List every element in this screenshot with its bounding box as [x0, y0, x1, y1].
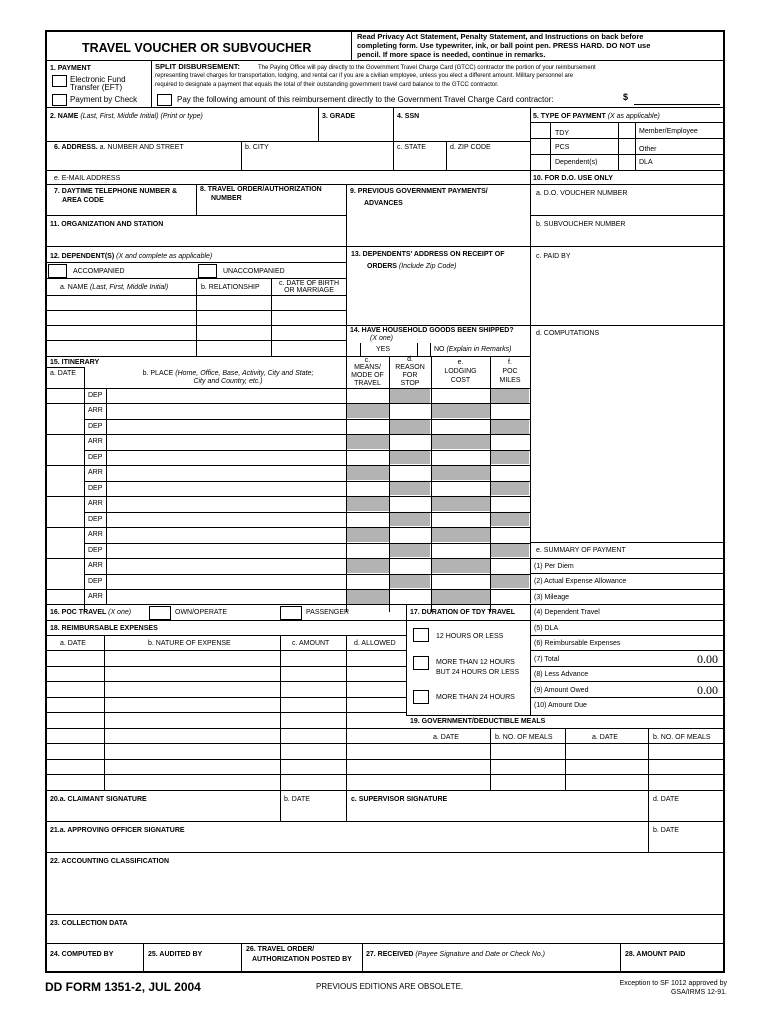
itinerary-shade: [432, 435, 490, 449]
dep-name-label: a. NAME (Last, First, Middle Initial): [60, 284, 169, 291]
address-label: 6. ADDRESS. a. NUMBER AND STREET: [54, 144, 184, 151]
itinerary-row-3: ARR: [88, 438, 103, 445]
duration-24-label-2: BUT 24 HOURS OR LESS: [436, 669, 520, 676]
do-voucher-label: a. D.O. VOUCHER NUMBER: [536, 190, 628, 197]
received-label: 27. RECEIVED (Payee Signature and Date or Check No.): [366, 951, 545, 958]
prev-label-2: ADVANCES: [364, 200, 403, 207]
itinerary-label: 15. ITINERARY: [50, 359, 100, 366]
summary-item-2: (2) Actual Expense Allowance: [534, 578, 627, 585]
duration-more-checkbox[interactable]: [413, 690, 429, 704]
eft-label-2: Transfer (EFT): [70, 83, 123, 92]
itinerary-shade: [347, 435, 389, 449]
member-label: Member/Employee: [639, 128, 698, 135]
meals-num-label-1: b. NO. OF MEALS: [495, 734, 553, 741]
obsolete-note: PREVIOUS EDITIONS ARE OBSOLETE.: [316, 982, 464, 991]
dob-label-2: OR MARRIAGE: [284, 287, 334, 294]
dla-type-label: DLA: [639, 159, 653, 166]
itinerary-shade: [390, 450, 430, 464]
org-label: 11. ORGANIZATION AND STATION: [50, 221, 164, 228]
passenger-checkbox[interactable]: [280, 606, 302, 620]
reimb-label: 18. REIMBURSABLE EXPENSES: [50, 625, 158, 632]
duration-24-checkbox[interactable]: [413, 656, 429, 670]
itinerary-shade: [347, 528, 389, 542]
means-label-1: c.: [364, 357, 371, 364]
own-operate-label: OWN/OPERATE: [175, 609, 227, 616]
pay-line: Pay the following amount of this reimbursement directly to the Government Travel Charge Card contractor:: [177, 95, 554, 104]
split-text-1: The Paying Office will pay directly to the Government Travel Charge Card (GTCC) contractor the portion of your reimbursement: [258, 65, 596, 71]
reason-label-3: FOR: [402, 372, 418, 379]
itinerary-shade: [432, 528, 490, 542]
itinerary-row-6: DEP: [88, 485, 103, 492]
claimant-sig-label: 20.a. CLAIMANT SIGNATURE: [50, 796, 147, 803]
itinerary-row-7: ARR: [88, 500, 103, 507]
itinerary-row-0: DEP: [88, 392, 103, 399]
split-text-2: representing travel charges for transportation, lodging, and rental car if you are a civilian employee, unless you elect a different amount. Military personnel are: [155, 73, 574, 79]
approving-date-label: b. DATE: [653, 827, 679, 834]
other-label: Other: [639, 146, 657, 153]
paid-by-label: c. PAID BY: [536, 253, 571, 260]
summary-item-3: (3) Mileage: [534, 594, 570, 601]
duration-24-label-1: MORE THAN 12 HOURS: [436, 659, 515, 666]
summary-total-value[interactable]: 0.00: [697, 652, 718, 666]
itinerary-shade: [432, 404, 490, 418]
claimant-date-label: b. DATE: [284, 796, 310, 803]
duration-more-label: MORE THAN 24 HOURS: [436, 694, 515, 701]
accompanied-checkbox[interactable]: [48, 264, 67, 278]
form-number: DD FORM 1351-2, JUL 2004: [45, 980, 201, 994]
reimb-allowed-label: d. ALLOWED: [354, 640, 396, 647]
itinerary-row-13: ARR: [88, 593, 103, 600]
reason-label-1: d.: [407, 356, 413, 363]
poc-miles-label-3: MILES: [499, 377, 521, 384]
reason-label-4: STOP: [400, 380, 420, 387]
itinerary-shade: [390, 543, 430, 557]
own-operate-checkbox[interactable]: [149, 606, 171, 620]
passenger-label: PASSENGER: [306, 609, 350, 616]
name-label: 2. NAME (Last, First, Middle Initial) (Print or type): [50, 113, 203, 120]
collection-label: 23. COLLECTION DATA: [50, 920, 128, 927]
itinerary-shade: [390, 574, 430, 588]
split-checkbox[interactable]: [157, 94, 172, 106]
check-label: Payment by Check: [70, 95, 138, 104]
accompanied-label: ACCOMPANIED: [73, 268, 125, 275]
supervisor-sig-label: c. SUPERVISOR SIGNATURE: [351, 796, 448, 803]
split-text-3: required to designate a payment that equals the total of their outstanding government travel card balance to the GTCC contractor.: [155, 82, 499, 88]
itinerary-shade: [432, 559, 490, 573]
itinerary-shade: [432, 590, 490, 604]
itinerary-shade: [390, 512, 430, 526]
hhg-no-label: NO (Explain in Remarks): [434, 346, 512, 353]
lodging-label-1: e.: [457, 359, 464, 366]
summary-item-8: (8) Less Advance: [534, 671, 589, 678]
eft-checkbox[interactable]: [52, 75, 67, 87]
itinerary-row-4: DEP: [88, 454, 103, 461]
itinerary-row-1: ARR: [88, 407, 103, 414]
itinerary-shade: [347, 466, 389, 480]
itinerary-shade: [432, 466, 490, 480]
duration-label: 17. DURATION OF TDY TRAVEL: [410, 609, 516, 616]
dep-addr-label-1: 13. DEPENDENTS' ADDRESS ON RECEIPT OF: [351, 251, 505, 258]
phone-label-1: 7. DAYTIME TELEPHONE NUMBER &: [54, 188, 178, 195]
summary-owed-value[interactable]: 0.00: [697, 683, 718, 697]
unaccompanied-checkbox[interactable]: [198, 264, 217, 278]
accounting-label: 22. ACCOUNTING CLASSIFICATION: [50, 858, 170, 865]
summary-item-10: (10) Amount Due: [534, 702, 587, 709]
computed-by-label: 24. COMPUTED BY: [50, 951, 114, 958]
meals-date-label-2: a. DATE: [592, 734, 618, 741]
phone-label-2: AREA CODE: [62, 197, 104, 204]
dep-addr-label-2: ORDERS (Include Zip Code): [367, 263, 457, 270]
instructions-line-2: completing form. Use typewriter, ink, or ball point pen. PRESS HARD. DO NOT use: [357, 41, 651, 50]
itinerary-row-12: DEP: [88, 578, 103, 585]
gtcc-amount-field[interactable]: [634, 104, 720, 105]
reimb-nature-label: b. NATURE OF EXPENSE: [148, 640, 231, 647]
poc-miles-label-1: f.: [508, 359, 512, 366]
itinerary-row-10: DEP: [88, 547, 103, 554]
split-label: SPLIT DISBURSEMENT:: [155, 62, 241, 71]
itinerary-row-9: ARR: [88, 531, 103, 538]
itinerary-shade: [491, 420, 529, 434]
type-payment-label: 5. TYPE OF PAYMENT (X as applicable): [533, 113, 660, 120]
eft-label-1: Electronic Fund: [70, 75, 126, 84]
itinerary-date-label: a. DATE: [50, 370, 76, 377]
dob-label-1: c. DATE OF BIRTH: [278, 280, 340, 287]
pcs-label: PCS: [555, 144, 570, 151]
duration-12-checkbox[interactable]: [413, 628, 429, 642]
means-label-2: MEANS/: [354, 364, 381, 371]
lodging-label-2: LODGING: [444, 368, 477, 375]
payment-label: 1. PAYMENT: [50, 65, 91, 72]
prev-label-1: 9. PREVIOUS GOVERNMENT PAYMENTS/: [350, 188, 488, 195]
posted-by-label-2: AUTHORIZATION POSTED BY: [252, 956, 352, 963]
do-use-label: 10. FOR D.O. USE ONLY: [533, 175, 613, 182]
instructions-line-3: pencil. If more space is needed, continue in remarks.: [357, 50, 546, 59]
means-label-4: TRAVEL: [354, 380, 381, 387]
itinerary-shade: [491, 512, 529, 526]
itinerary-shade: [347, 590, 389, 604]
instructions-line-1: Read Privacy Act Statement, Penalty Statement, and Instructions on back before: [357, 32, 644, 41]
duration-12-label: 12 HOURS OR LESS: [436, 633, 504, 640]
computations-label: d. COMPUTATIONS: [536, 330, 600, 337]
summary-item-5: (5) DLA: [534, 625, 559, 632]
itinerary-place-hint: City and Country, etc.): [193, 378, 263, 385]
itinerary-shade: [347, 497, 389, 511]
order-label-2: NUMBER: [211, 195, 242, 202]
hhg-x-one: (X one): [370, 335, 393, 342]
meals-num-label-2: b. NO. OF MEALS: [653, 734, 711, 741]
check-checkbox[interactable]: [52, 94, 67, 106]
posted-by-label-1: 26. TRAVEL ORDER/: [246, 946, 315, 953]
summary-item-4: (4) Dependent Travel: [534, 609, 600, 616]
dependents12-label: 12. DEPENDENT(S) (X and complete as applicable): [50, 253, 213, 260]
hhg-yes-label: YES: [376, 346, 391, 353]
reimb-date-label: a. DATE: [60, 640, 86, 647]
meals-label: 19. GOVERNMENT/DEDUCTIBLE MEALS: [410, 718, 546, 725]
ssn-label: 4. SSN: [397, 113, 420, 120]
meals-date-label-1: a. DATE: [433, 734, 459, 741]
supervisor-date-label: d. DATE: [653, 796, 679, 803]
summary-item-7: (7) Total: [534, 656, 560, 663]
itinerary-row-8: DEP: [88, 516, 103, 523]
itinerary-row-11: ARR: [88, 562, 103, 569]
form-title: TRAVEL VOUCHER OR SUBVOUCHER: [82, 41, 312, 55]
itinerary-shade: [432, 497, 490, 511]
itinerary-shade: [347, 559, 389, 573]
itinerary-shade: [491, 543, 529, 557]
order-label-1: 8. TRAVEL ORDER/AUTHORIZATION: [200, 186, 322, 193]
audited-by-label: 25. AUDITED BY: [148, 951, 203, 958]
grade-label: 3. GRADE: [322, 113, 356, 120]
means-label-3: MODE OF: [351, 372, 384, 379]
reimb-amount-label: c. AMOUNT: [292, 640, 330, 647]
zip-label: d. ZIP CODE: [450, 144, 491, 151]
itinerary-row-5: ARR: [88, 469, 103, 476]
lodging-label-3: COST: [450, 377, 471, 384]
poc-miles-label-2: POC: [502, 368, 518, 375]
itinerary-shade: [390, 389, 430, 403]
itinerary-shade: [491, 481, 529, 495]
itinerary-row-2: DEP: [88, 423, 103, 430]
exception-note-1: Exception to SF 1012 approved by: [619, 980, 727, 987]
itinerary-shade: [347, 404, 389, 418]
dollar-sign: $: [623, 92, 629, 102]
itinerary-shade: [390, 420, 430, 434]
unaccompanied-label: UNACCOMPANIED: [223, 268, 285, 275]
email-label: e. E-MAIL ADDRESS: [54, 175, 121, 182]
approving-sig-label: 21.a. APPROVING OFFICER SIGNATURE: [50, 827, 185, 834]
dependents-type-label: Dependent(s): [555, 159, 598, 166]
amount-paid-label: 28. AMOUNT PAID: [625, 951, 686, 958]
summary-item-9: (9) Amount Owed: [534, 687, 589, 694]
summary-label: e. SUMMARY OF PAYMENT: [536, 547, 626, 554]
poc-travel-label: 16. POC TRAVEL (X one): [50, 609, 132, 616]
tdy-label: TDY: [555, 130, 569, 137]
itinerary-shade: [390, 481, 430, 495]
itinerary-shade: [491, 389, 529, 403]
reason-label-2: REASON: [395, 364, 425, 371]
summary-item-1: (1) Per Diem: [534, 563, 574, 570]
subvoucher-label: b. SUBVOUCHER NUMBER: [536, 221, 626, 228]
itinerary-shade: [491, 450, 529, 464]
itinerary-shade: [491, 574, 529, 588]
state-label: c. STATE: [397, 144, 426, 151]
itinerary-place-label: b. PLACE (Home, Office, Base, Activity, City and State;: [142, 370, 314, 377]
city-label: b. CITY: [245, 144, 269, 151]
summary-item-6: (6) Reimbursable Expenses: [534, 640, 621, 647]
hhg-label: 14. HAVE HOUSEHOLD GOODS BEEN SHIPPED?: [350, 327, 514, 334]
relationship-label: b. RELATIONSHIP: [201, 284, 260, 291]
exception-note-2: GSA/IRMS 12-91.: [670, 989, 727, 996]
